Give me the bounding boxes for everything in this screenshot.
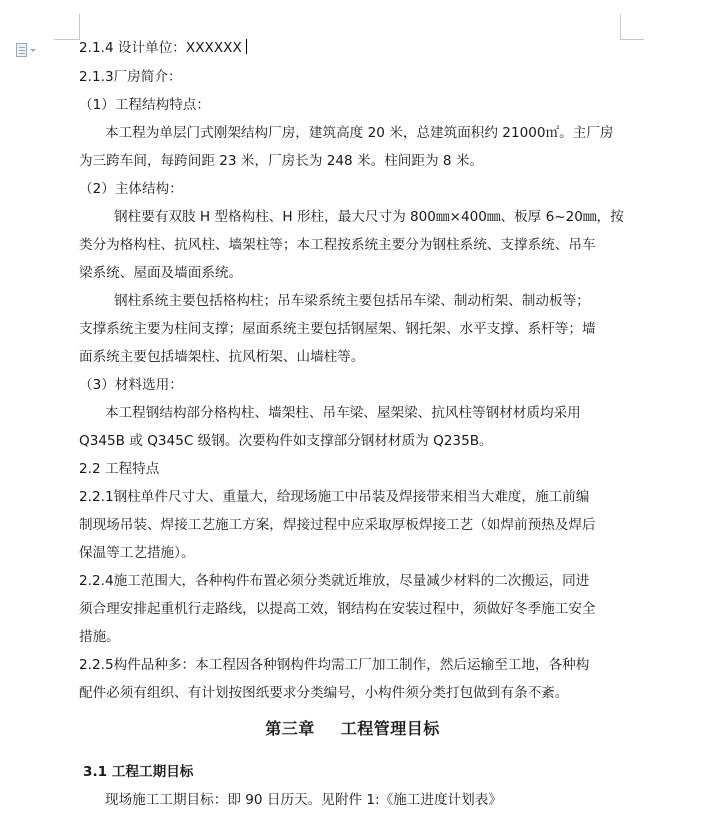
paragraph-line: 2.2.5构件品种多：本工程因各种钢构件均需工厂加工制作，然后运输至工地，各种构 (79, 657, 590, 673)
paragraph-line: 本工程为单层门式刚架结构厂房，建筑高度 20 米，总建筑面积约 21000㎡。主厂房 (105, 125, 614, 141)
paragraph-line: 2.2.4施工范围大，各种构件布置必须分类就近堆放，尽量减少材料的二次搬运，同进 (79, 573, 590, 589)
design-unit-line[interactable]: 2.1.4 设计单位：XXXXXX (79, 38, 624, 58)
paragraph-line: 支撑系统主要为柱间支撑；屋面系统主要包括钢屋架、钢托架、水平支撑、系杆等；墙 (79, 321, 596, 337)
crop-mark-top-left-vertical (79, 14, 80, 40)
crop-mark-top-left-horizontal (54, 39, 80, 40)
paragraph-line: 措施。 (79, 629, 120, 645)
section-heading: 3.1 工程工期目标 (83, 764, 194, 780)
text-cursor (246, 39, 248, 54)
paragraph-line: 梁系统、屋面及墙面系统。 (79, 265, 243, 281)
paragraph-line: 现场施工工期目标：即 90 日历天。见附件 1:《施工进度计划表》 (105, 792, 502, 808)
subsection-heading: （2）主体结构： (79, 181, 183, 197)
paragraph-line: 保温等工艺措施）。 (79, 545, 195, 561)
subsection-heading: （1）工程结构特点： (79, 97, 210, 113)
paragraph-line: 本工程钢结构部分格构柱、墙架柱、吊车梁、屋架梁、抗风柱等钢材材质均采用 (105, 405, 581, 421)
chapter-name: 工程管理目标 (340, 719, 440, 738)
paragraph-line: 面系统主要包括墙架柱、抗风桁架、山墙柱等。 (79, 349, 365, 365)
paragraph-line: 钢柱系统主要包括格构柱；吊车梁系统主要包括吊车梁、制动桁架、制动板等； (114, 293, 590, 309)
paragraph-line: 为三跨车间，每跨间距 23 米，厂房长为 248 米。柱间距为 8 米。 (79, 153, 484, 169)
paragraph-line: 类分为格构柱、抗风柱、墙架柱等；本工程按系统主要分为钢柱系统、支撑系统、吊车 (79, 237, 596, 253)
subsection-heading: （3）材料选用： (79, 377, 183, 393)
chapter-title (0, 718, 705, 740)
subsection-heading: 2.1.3厂房简介： (79, 69, 182, 85)
paragraph-line: Q345B 或 Q345C 级钢。次要构件如支撑部分钢材材质为 Q235B。 (79, 433, 493, 449)
paragraph-line: 制现场吊装、焊接工艺施工方案，焊接过程中应采取厚板焊接工艺（如焊前预热及焊后 (79, 517, 596, 533)
paragraph-line: 2.2.1钢柱单件尺寸大、重量大，给现场施工中吊装及焊接带来相当大难度，施工前编 (79, 489, 590, 505)
paragraph-options-icon[interactable] (16, 43, 36, 59)
crop-mark-top-right-vertical (620, 14, 621, 40)
paragraph-line: 钢柱要有双肢 H 型格构柱、H 形柱，最大尺寸为 800㎜×400㎜、板厚 6~20㎜，按 (114, 209, 624, 225)
paragraph-line: 配件必须有组织、有计划按图纸要求分类编号，小构件须分类打包做到有条不紊。 (79, 685, 569, 701)
section-heading: 2.2 工程特点 (79, 461, 160, 477)
chapter-number: 第三章 (265, 719, 315, 738)
paragraph-line: 须合理安排起重机行走路线，以提高工效，钢结构在安装过程中，须做好冬季施工安全 (79, 601, 596, 617)
